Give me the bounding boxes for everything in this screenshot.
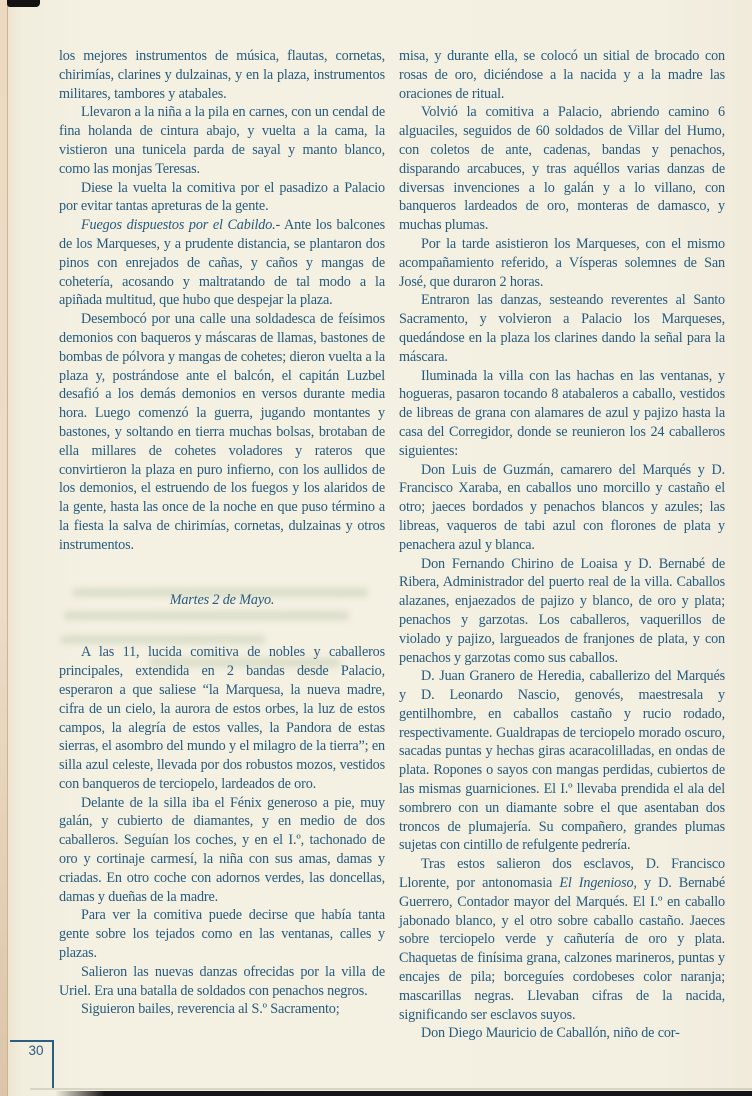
body-text-paragraph: D. Juan Granero de Heredia, caballerizo del Marqués y D. Leonardo Nascio, genovés, maestresala y gentilhombre, en caballos castaño y rucio rodado, respectivamente. Gualdrapas de terciopelo morado oscuro, sacadas puntas y hechas giras acaracolilladas, en ondas de plata. Ropones o sayos con mangas perdidas, cubiertos de las mismas guarniciones. El I.º llevaba prendida el ala del sombrero con un diamante sobre el que asentaban dos troncos de plumajería. Su compañero, grandes plumas sujetas con cintillo de refulgente pedrería. xyxy=(399,668,725,854)
body-text-paragraph: Entraron las danzas, sesteando reverentes al Santo Sacramento, y volvieron a Palacio los Marqueses, quedándose en la plaza los clarines dando la señal para la máscara. xyxy=(399,292,725,365)
body-text-paragraph: Por la tarde asistieron los Marqueses, con el mismo acompañamiento referido, a Vísperas solemnes de San José, que duraron 2 horas. xyxy=(399,235,725,290)
body-text-paragraph: Salieron las nuevas danzas ofrecidas por la villa de Uriel. Era una batalla de soldados con penachos negros. xyxy=(59,963,385,999)
paragraph-continuation: Ante los balcones de los Marqueses, y a prudente distancia, se plantaron dos pinos con enrejados de cañas, y caños y mangas de cohetería, acosando y maltratando de tal modo a la apiñada multitud, que hubo que despejar la plaza. xyxy=(59,217,385,309)
body-text-paragraph xyxy=(399,855,725,1024)
scan-artifact-top-left xyxy=(7,0,40,7)
page-number-rule-vertical xyxy=(52,1040,54,1088)
scan-artifact-bottom-fade xyxy=(55,1091,105,1096)
body-text-paragraph: Desembocó por una calle una soldadesca de feísimos demonios con baqueros y máscaras de llamas, bastones de bombas de pólvora y mangas de cohetes; dieron vuelta a la plaza y, postrándose ante el balcón, el capitán Luzbel desafió a los demás demonios en versos durante media hora. Luego comenzó la guerra, jugando montantes y bastones, y soltando en tierra muchas bolsas, brotaban de ella millares de cohetes voladores y rateros que convirtieron la plaza en puro infierno, con los aullidos de los demonios, el estruendo de los fuegos y los alaridos de la gente, hasta las once de la noche en que puso término a la fiesta la salva de chirimías, cornetas, dulzainas y otros instrumentos. xyxy=(59,311,385,553)
body-text-paragraph: misa, y durante ella, se colocó un sitial de brocado con rosas de oro, diciéndose a la nacida y a la madre las oraciones de ritual. xyxy=(399,48,725,102)
body-text-paragraph: Para ver la comitiva puede decirse que había tanta gente sobre los tejados como en las ventanas, calles y plazas. xyxy=(59,907,385,962)
page-number: 30 xyxy=(28,1043,44,1058)
paragraph-text: Tras estos salieron dos esclavos, D. Francisco Llorente, por antonomasia xyxy=(399,856,725,892)
scan-artifact-bottom-bar xyxy=(105,1091,752,1096)
body-text-paragraph: Don Luis de Guzmán, camarero del Marqués y D. Francisco Xaraba, en caballos uno morcillo y castaño el otro; jaeces bordados y penachos blancos y azules; las libreas, vaqueros de tabi azul con florones de plata y penachera azul y blanca. xyxy=(399,461,725,553)
italic-phrase: El Ingenioso xyxy=(559,875,634,892)
italic-lead: Fuegos dispuestos por el Cabildo.- xyxy=(81,217,281,234)
body-text-paragraph: Diese la vuelta la comitiva por el pasadizo a Palacio por evitar tantas apreturas de la gente. xyxy=(59,179,385,215)
body-text-paragraph: Delante de la silla iba el Fénix generoso a pie, muy galán, y cubierto de diamantes, y en medio de dos caballeros. Seguían los coches, y en el I.º, tachonado de oro y cortinaje carmesí, la niña con sus amas, damas y criadas. En otro coche con adornos verdes, las doncellas, damas y dueñas de la madre. xyxy=(59,794,385,905)
body-text-paragraph xyxy=(59,216,385,310)
paragraph-text: , y D. Bernabé Guerrero, Contador mayor del Marqués. El I.º en caballo jabonado blanco, y el otro sobre caballo castaño. Jaeces sobre terciopelo verde y cañutería de oro y plata. Chaquetas de finísima grana, calzones marineros, puntas y encajes de pila; borceguíes cordobeses color naranja; mascarillas negras. Llevaban cifras de la nacida, significando ser esclavos suyos. xyxy=(399,875,725,1023)
body-text-paragraph: Iluminada la villa con las hachas en las ventanas, y hogueras, pasaron tocando 8 atabaleros a caballo, vestidos de libreas de grana con alamares de azul y pajizo hasta la casa del Corregidor, donde se reunieron los 24 caballeros siguientes: xyxy=(399,367,725,459)
text-body xyxy=(59,47,725,1043)
body-text-paragraph: Llevaron a la niña a la pila en carnes, con un cendal de fina holanda de cintura abajo, y vuelta a la cama, la vistieron una tunicela parda de sayal y manto blanco, como las monjas Teresas. xyxy=(59,104,385,177)
right-column xyxy=(399,47,725,1043)
section-heading: Martes 2 de Mayo. xyxy=(169,591,275,608)
body-text-paragraph: Volvió la comitiva a Palacio, abriendo camino 6 alguaciles, seguidos de 60 soldados de Villar del Humo, con coletos de ante, cadenas, bandas y penachos, disparando arcabuces, y tras aquéllos varias danzas de diversas invenciones a lo galán y a lo villano, con banqueros lardeados de oro, monteras de damasco, y muchas plumas. xyxy=(399,104,725,234)
body-text-paragraph: Don Diego Mauricio de Caballón, niño de cor- xyxy=(421,1025,680,1042)
body-text-paragraph: Siguieron bailes, reverencia al S.º Sacramento; xyxy=(81,1001,340,1018)
body-text-paragraph: los mejores instrumentos de música, flautas, cornetas, chirimías, clarines y dulzainas, y en la plaza, instrumentos militares, tambores y atabales. xyxy=(59,48,385,102)
page-number-rule-horizontal xyxy=(10,1040,54,1042)
body-text-paragraph: A las 11, lucida comitiva de nobles y caballeros principales, extendida en 2 bandas desde Palacio, esperaron a que saliese “la Marquesa, la nueva madre, cifra de un cielo, la aurora de estos orbes, la luz de estos campos, la alegría de estos valles, la Pandora de estas sierras, el asombro del mundo y el milagro de la tierra”; en silla azul celeste, llevada por dos robustos mozos, vestidos con banqueros de terciopelo, lardeados de oro. xyxy=(59,644,385,792)
page-gutter-edge xyxy=(0,0,8,1096)
page-edge-shadow xyxy=(30,1088,752,1090)
body-text-paragraph: Don Fernando Chirino de Loaisa y D. Bernabé de Ribera, Administrador del puerto real de la villa. Caballos alazanes, enjaezados de pajizo y blanco, de oro y plata; penachos y garzotas. Los caballeros, vaquerillos de violado y pajizo, largueados de franjones de plata, y con penachos y garzotas como sus caballos. xyxy=(399,555,725,666)
left-column xyxy=(59,47,385,1043)
